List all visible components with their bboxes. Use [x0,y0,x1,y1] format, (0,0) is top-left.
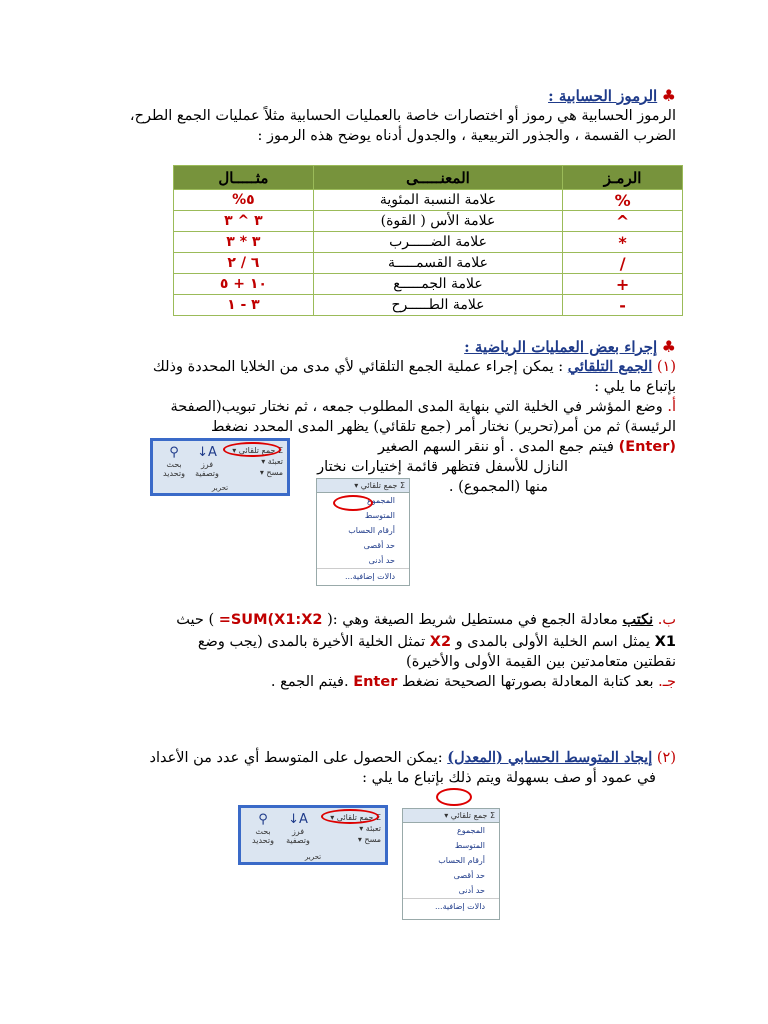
table-cell-example: ٦ / ٢ [174,253,314,274]
table-row [174,274,683,295]
item1-term: الجمع التلقائي [567,358,653,375]
table-cell-example: ٥% [174,190,314,211]
menu-item-sum[interactable]: المجموع [367,496,395,505]
sigma-icon: Σ [277,446,283,455]
highlight-oval [223,442,281,457]
step-c-label: جـ. [658,674,676,690]
table-cell-symbol: + [563,274,683,295]
x2-label: X2 [429,634,452,650]
autosum-label: جمع تلقائي [336,813,374,822]
symbols-table [173,165,683,316]
step-b-text-end: ) حيث [176,612,215,628]
menu-item-sum[interactable]: المجموع [457,826,485,835]
item1-line1 [153,357,676,377]
table-cell-meaning: علامة النسبة المئوية [313,190,562,211]
table-cell-symbol: ^ [563,211,683,232]
sigma-icon: Σ [375,813,381,822]
step-a-text1: وضع المؤشر في الخلية التي بنهاية المدى المطلوب جمعه ، ثم نختار تبويب(الصفحة [170,399,663,415]
menu-item-min[interactable]: حد أدنى [368,556,395,565]
item2-line2: في عمود أو صف بسهولة ويتم ذلك بإتباع ما يلي : [362,770,656,786]
step-a-line5: منها (المجموع) . [448,479,548,495]
find-command[interactable] [159,445,189,478]
find-command[interactable] [247,812,279,845]
ribbon-group-label: تحرير [304,853,322,861]
step-b-label: ب. [657,612,676,628]
ribbon-screenshot-2 [238,805,388,865]
clear-label: مسح [266,468,283,477]
table-row [174,211,683,232]
step-b-line1 [176,610,676,630]
binoculars-icon: ⚲ [169,445,179,460]
step-a-line2: الرئيسة) ثم من أمر(تحرير) نختار أمر (جمع تلقائي) يظهر المدى المحدد نضغط [210,419,676,435]
ribbon-screenshot-1 [150,438,290,496]
autosum-menu-2 [402,808,500,920]
item2-number: (٢) [656,750,676,766]
table-cell-meaning: علامة الضـــــرب [313,232,562,253]
section1-line2: الضرب القسمة ، والجذور التربيعية ، والجدول أدناه يوضح هذه الرموز : [257,128,676,144]
sort-command[interactable] [283,812,313,845]
highlight-oval [321,809,379,824]
find-label: بحث وتحديد [163,460,185,478]
table-row [174,190,683,211]
step-a-text3: فيتم جمع المدى . أو ننقر السهم الصغير [378,439,614,455]
symbols-table-wrap [173,165,683,316]
sigma-icon: Σ [489,811,495,820]
item1-line2: بإتباع ما يلي : [594,379,676,395]
ribbon-group-label: تحرير [211,484,229,492]
enter-key-label: (Enter) [618,439,676,455]
table-cell-symbol: % [563,190,683,211]
item1-text: : يمكن إجراء عملية الجمع التلقائي لأي مدى من الخلايا المحددة وذلك [152,359,564,375]
section2-title: إجراء بعض العمليات الرياضية : [464,338,658,356]
table-header: الرمـز [563,166,683,190]
item2-line1 [149,748,676,768]
enter-key-label: Enter [353,674,398,690]
section2-heading [464,337,676,356]
table-cell-example: ٣ - ١ [174,295,314,316]
sort-filter-icon: A↓ [197,445,217,460]
menu-header[interactable]: Σ جمع تلقائي ▾ [403,809,499,823]
table-cell-example: ٣ * ٣ [174,232,314,253]
clear-command[interactable]: مسح ▾ [259,468,283,477]
club-bullet-icon: ♣ [661,86,676,105]
fill-command[interactable]: تعبئة ▾ [261,457,283,466]
menu-item-more[interactable]: دالات إضافية... [403,898,499,913]
table-row [174,295,683,316]
menu-item-count[interactable]: أرقام الحساب [348,526,395,535]
table-cell-symbol: / [563,253,683,274]
step-a-line3 [378,437,676,457]
find-label: بحث وتحديد [252,827,274,845]
step-b-text2: يمثل اسم الخلية الأولى بالمدى و [455,634,651,650]
section1-line1: الرموز الحسابية هي رموز أو اختصارات خاصة بالعمليات الحسابية مثلاً عمليات الجمع الطرح، [129,108,676,124]
menu-header[interactable]: Σ جمع تلقائي ▾ [317,479,409,493]
autosum-menu-1 [316,478,410,586]
table-header: المعنـــــى [313,166,562,190]
step-a-line4: النازل للأسفل فتظهر قائمة إختيارات نختار [317,459,568,475]
table-header: مثـــــال [174,166,314,190]
item2-term: إيجاد المتوسط الحسابي (المعدل) [447,749,653,766]
item2-text: :يمكن الحصول على المتوسط أي عدد من الأعداد [149,750,443,766]
club-bullet-icon: ♣ [661,337,676,356]
highlight-oval [436,788,472,806]
table-row [174,253,683,274]
menu-item-max[interactable]: حد أقصى [453,871,485,880]
section1-heading [548,86,676,105]
fill-label: تعبئة [267,457,283,466]
x1-label: X1 [654,634,676,650]
sort-filter-icon: A↓ [288,812,308,827]
fill-label: تعبئة [365,824,381,833]
autosum-command[interactable]: Σ جمع تلقائي ▾ [232,446,283,455]
item1-number: (١) [656,359,676,375]
sigma-icon: Σ [399,481,405,490]
table-cell-meaning: علامة القسمـــــة [313,253,562,274]
menu-item-more[interactable]: دالات إضافية... [317,568,409,583]
step-a-label: أ. [667,399,676,415]
table-row [174,232,683,253]
step-c-line1 [271,672,676,692]
table-cell-symbol: * [563,232,683,253]
clear-command[interactable]: مسح ▾ [357,835,381,844]
table-header-row [174,166,683,190]
step-b-line2 [198,632,676,652]
step-b-text: معادلة الجمع في مستطيل شريط الصيغة وهي :( [327,612,618,628]
menu-item-count[interactable]: أرقام الحساب [438,856,485,865]
fill-command[interactable]: تعبئة ▾ [359,824,381,833]
table-cell-meaning: علامة الأس ( القوة) [313,211,562,232]
menu-item-max[interactable]: حد أقصى [363,541,395,550]
sort-command[interactable] [193,445,221,478]
table-cell-example: ٣ ^ ٣ [174,211,314,232]
table-cell-meaning: علامة الجمـــــع [313,274,562,295]
sort-label: فرز وتصفية [286,827,310,845]
step-c-text-end: .فيتم الجمع . [270,674,349,690]
menu-item-average[interactable]: المتوسط [364,511,395,520]
menu-item-min[interactable]: حد أدنى [458,886,485,895]
section1-title: الرموز الحسابية : [548,87,658,105]
sum-formula: =SUM(X1:X2 [218,612,323,628]
step-c-text: بعد كتابة المعادلة بصورتها الصحيحة نضغط [401,674,654,690]
step-b-verb: نكتب [622,611,654,628]
binoculars-icon: ⚲ [258,812,268,827]
menu-item-average[interactable]: المتوسط [454,841,485,850]
step-b-text2-end: تمثل الخلية الأخيرة بالمدى (يجب وضع [197,634,426,650]
table-cell-symbol: - [563,295,683,316]
clear-label: مسح [364,835,381,844]
autosum-command[interactable]: Σ جمع تلقائي ▾ [330,813,381,822]
sort-label: فرز وتصفية [195,460,219,478]
autosum-label: جمع تلقائي [238,446,276,455]
table-cell-meaning: علامة الطـــــرح [313,295,562,316]
highlight-oval [333,495,373,511]
step-a-line1 [170,397,676,417]
table-cell-example: ١٠ + ٥ [174,274,314,295]
step-b-line3: نقطتين متعامدتين بين القيمة الأولى والأخيرة) [406,654,676,670]
